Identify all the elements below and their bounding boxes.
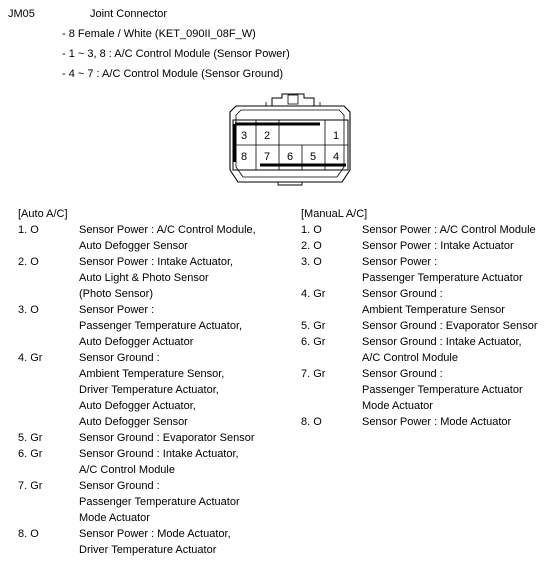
- description-line: Sensor Power : Mode Actuator: [362, 416, 512, 428]
- description-line: (Photo Sensor): [79, 288, 153, 300]
- description-line: Passenger Temperature Actuator,: [79, 320, 243, 332]
- pin-label: 7. Gr: [301, 368, 326, 380]
- description-line: Sensor Power : A/C Control Module,: [79, 224, 256, 236]
- description-line: Auto Defogger Sensor: [79, 240, 188, 252]
- pin-label: 2. O: [301, 240, 322, 252]
- description-line: Sensor Power :: [362, 256, 438, 268]
- pin-entry: [18, 478, 256, 526]
- pin-label: 7. Gr: [18, 480, 43, 492]
- description-line: Auto Defogger Actuator,: [79, 400, 196, 412]
- pin-label: 5. Gr: [301, 320, 326, 332]
- pin-label: 2. O: [18, 256, 39, 268]
- pin-entry: [301, 318, 537, 334]
- pin-label: 8. O: [301, 416, 322, 428]
- pin-label: 1. O: [301, 224, 322, 236]
- pin-entry: [18, 254, 256, 302]
- pin-description: [362, 254, 523, 286]
- pin-entry: [18, 526, 256, 558]
- description-line: Ambient Temperature Sensor: [362, 304, 505, 316]
- spec-line: - 8 Female / White (KET_090II_08F_W): [62, 28, 256, 40]
- manual-ac-section: [301, 206, 537, 430]
- description-line: Driver Temperature Actuator: [79, 544, 217, 556]
- description-line: Sensor Ground :: [79, 480, 160, 492]
- pin-label: 3. O: [18, 304, 39, 316]
- pin-number: 5: [309, 151, 317, 163]
- description-line: Sensor Ground :: [362, 288, 443, 300]
- spec-line: - 1 ~ 3, 8 : A/C Control Module (Sensor Power): [62, 48, 290, 60]
- description-line: A/C Control Module: [79, 464, 175, 476]
- pin-label: 4. Gr: [18, 352, 43, 364]
- pin-entry: [301, 222, 537, 238]
- pin-description: [362, 414, 511, 430]
- pin-description: [362, 286, 505, 318]
- pin-entry: [301, 254, 537, 286]
- description-line: Mode Actuator: [362, 400, 433, 412]
- description-line: Driver Temperature Actuator,: [79, 384, 219, 396]
- pin-list: [301, 222, 537, 430]
- pin-label: 3. O: [301, 256, 322, 268]
- spec-line: - 4 ~ 7 : A/C Control Module (Sensor Ground): [62, 68, 284, 80]
- description-line: Auto Defogger Sensor: [79, 416, 188, 428]
- pin-description: [362, 222, 536, 238]
- description-line: Sensor Power : A/C Control Module: [362, 224, 536, 236]
- pin-entry: [18, 430, 256, 446]
- pin-description: [362, 318, 537, 334]
- auto-ac-section: [18, 206, 256, 558]
- description-line: Sensor Ground : Evaporator Sensor: [362, 320, 538, 332]
- section-title: [Auto A/C]: [18, 208, 68, 220]
- pin-list: [18, 222, 256, 558]
- description-line: Ambient Temperature Sensor,: [79, 368, 225, 380]
- pin-description: [79, 446, 239, 478]
- description-line: Auto Defogger Actuator: [79, 336, 194, 348]
- pin-label: 6. Gr: [301, 336, 326, 348]
- pin-entry: [301, 334, 537, 366]
- description-line: Sensor Ground :: [79, 352, 160, 364]
- pin-label: 1. O: [18, 224, 39, 236]
- pin-entry: [301, 366, 537, 414]
- description-line: Sensor Power : Intake Actuator: [362, 240, 514, 252]
- connector-title: Joint Connector: [90, 8, 168, 20]
- pin-entry: [18, 446, 256, 478]
- description-line: Sensor Power :: [79, 304, 155, 316]
- pin-entry: [301, 238, 537, 254]
- pin-label: 8. O: [18, 528, 39, 540]
- connector-specs: [62, 24, 290, 84]
- description-line: Sensor Power : Intake Actuator,: [79, 256, 234, 268]
- pin-entry: [301, 286, 537, 318]
- pin-label: 4. Gr: [301, 288, 326, 300]
- pin-description: [79, 350, 224, 430]
- description-line: Passenger Temperature Actuator: [362, 384, 523, 396]
- pin-number: 1: [332, 130, 340, 142]
- pin-description: [79, 254, 233, 302]
- pin-description: [79, 478, 240, 526]
- pin-number: 2: [263, 130, 271, 142]
- description-line: Sensor Power : Mode Actuator,: [79, 528, 231, 540]
- latch-tab: [288, 95, 298, 104]
- pin-entry: [18, 222, 256, 254]
- pin-number: 3: [240, 130, 248, 142]
- pin-description: [79, 302, 242, 350]
- pin-number: 7: [263, 151, 271, 163]
- pin-number: 6: [286, 151, 294, 163]
- pin-description: [362, 334, 522, 366]
- connector-code: JM05: [8, 8, 35, 20]
- pin-description: [362, 366, 523, 414]
- pin-label: 5. Gr: [18, 432, 43, 444]
- connector-diagram: [224, 92, 356, 190]
- description-line: A/C Control Module: [362, 352, 458, 364]
- pin-description: [79, 526, 231, 558]
- description-line: Sensor Ground : Intake Actuator,: [79, 448, 239, 460]
- pin-description: [79, 430, 254, 446]
- section-title: [ManuaL A/C]: [301, 208, 368, 220]
- pin-entry: [18, 350, 256, 430]
- description-line: Sensor Ground :: [362, 368, 443, 380]
- pin-label: 6. Gr: [18, 448, 43, 460]
- pin-number: 4: [332, 151, 340, 163]
- pin-description: [362, 238, 514, 254]
- pin-entry: [301, 414, 537, 430]
- description-line: Passenger Temperature Actuator: [79, 496, 240, 508]
- description-line: Auto Light & Photo Sensor: [79, 272, 209, 284]
- description-line: Sensor Ground : Evaporator Sensor: [79, 432, 255, 444]
- description-line: Mode Actuator: [79, 512, 150, 524]
- connector-housing-outline: [230, 106, 350, 182]
- description-line: Passenger Temperature Actuator: [362, 272, 523, 284]
- pin-entry: [18, 302, 256, 350]
- description-line: Sensor Ground : Intake Actuator,: [362, 336, 522, 348]
- pin-description: [79, 222, 256, 254]
- pin-number: 8: [240, 151, 248, 163]
